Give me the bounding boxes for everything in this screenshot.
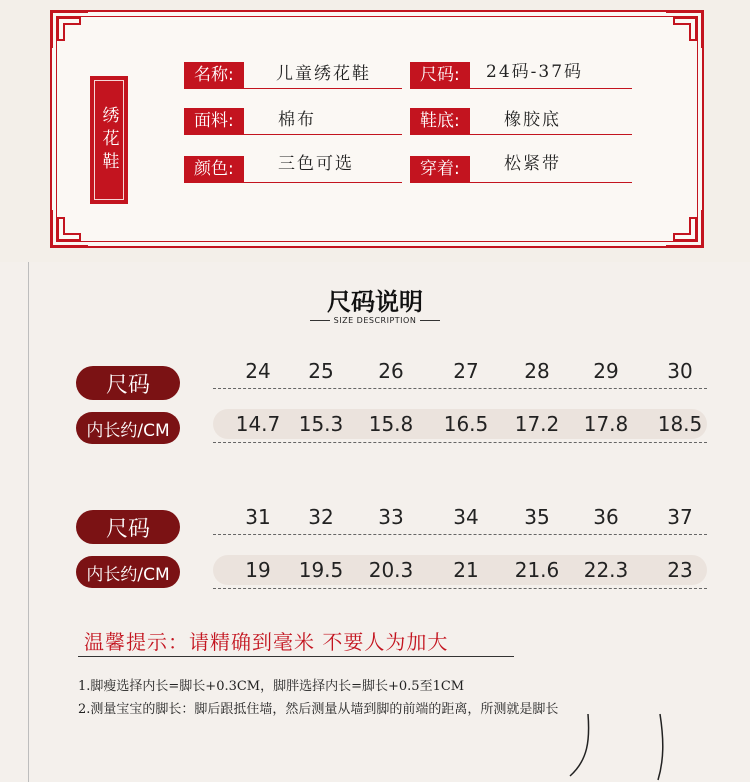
length-label-pill: 内长约/CM bbox=[76, 412, 180, 444]
size-cell: 29 bbox=[593, 359, 619, 383]
length-cell: 20.3 bbox=[368, 558, 414, 582]
size-cell: 31 bbox=[245, 505, 271, 529]
length-cell: 19.5 bbox=[298, 558, 344, 582]
size-cell: 36 bbox=[593, 505, 619, 529]
size-cell: 25 bbox=[308, 359, 334, 383]
length-cell: 22.3 bbox=[583, 558, 629, 582]
corner-ornament-icon bbox=[50, 10, 90, 50]
divider bbox=[184, 134, 402, 135]
size-cell: 34 bbox=[453, 505, 479, 529]
divider bbox=[213, 588, 707, 589]
length-cell: 17.8 bbox=[583, 412, 629, 436]
size-cell: 27 bbox=[453, 359, 479, 383]
length-row bbox=[215, 409, 707, 439]
vertical-title-text: 绣花鞋 bbox=[94, 80, 124, 200]
spec-value-fabric: 棉布 bbox=[278, 110, 316, 130]
length-label-pill: 内长约/CM bbox=[76, 556, 180, 588]
size-cell: 24 bbox=[245, 359, 271, 383]
size-cell: 32 bbox=[308, 505, 334, 529]
length-cell: 21 bbox=[453, 558, 479, 582]
size-cell: 26 bbox=[378, 359, 404, 383]
size-cell: 37 bbox=[667, 505, 693, 529]
size-row bbox=[215, 502, 707, 532]
divider bbox=[184, 182, 402, 183]
decorative-frame bbox=[50, 10, 704, 248]
divider bbox=[410, 134, 632, 135]
size-section-subtitle-text: SIZE DESCRIPTION bbox=[333, 316, 417, 325]
corner-ornament-icon bbox=[50, 208, 90, 248]
spec-value-size: 24码-37码 bbox=[486, 62, 584, 82]
corner-ornament-icon bbox=[664, 10, 704, 50]
corner-ornament-icon bbox=[664, 208, 704, 248]
length-cell: 14.7 bbox=[235, 412, 281, 436]
product-spec-card bbox=[0, 0, 750, 262]
spec-label-sole: 鞋底: bbox=[410, 108, 470, 134]
tips-title: 温馨提示：请精确到毫米 不要人为加大 bbox=[84, 630, 449, 654]
size-row bbox=[215, 356, 707, 386]
divider bbox=[310, 320, 330, 321]
spec-value-name: 儿童绣花鞋 bbox=[276, 64, 371, 84]
divider bbox=[213, 534, 707, 535]
divider bbox=[28, 262, 29, 782]
divider bbox=[78, 656, 514, 657]
divider bbox=[420, 320, 440, 321]
divider bbox=[410, 88, 632, 89]
size-cell: 30 bbox=[667, 359, 693, 383]
divider bbox=[213, 442, 707, 443]
length-row bbox=[215, 555, 707, 585]
spec-value-sole: 橡胶底 bbox=[504, 110, 561, 130]
spec-value-wear: 松紧带 bbox=[504, 154, 561, 174]
spec-label-color: 颜色: bbox=[184, 156, 244, 182]
foot-outline-icon bbox=[540, 710, 680, 782]
size-section-title: 尺码说明 bbox=[327, 288, 423, 316]
length-cell: 21.6 bbox=[514, 558, 560, 582]
size-section-subtitle bbox=[0, 316, 750, 325]
size-label-pill: 尺码 bbox=[76, 510, 180, 544]
spec-value-color: 三色可选 bbox=[278, 154, 354, 174]
divider bbox=[184, 88, 402, 89]
vertical-title-badge bbox=[90, 76, 128, 204]
length-cell: 16.5 bbox=[443, 412, 489, 436]
divider bbox=[410, 182, 632, 183]
spec-label-wear: 穿着: bbox=[410, 156, 470, 182]
length-cell: 15.8 bbox=[368, 412, 414, 436]
spec-label-fabric: 面料: bbox=[184, 108, 244, 134]
size-cell: 35 bbox=[524, 505, 550, 529]
spec-label-size: 尺码: bbox=[410, 62, 470, 88]
length-cell: 17.2 bbox=[514, 412, 560, 436]
size-cell: 28 bbox=[524, 359, 550, 383]
tip-line: 1.脚瘦选择内长=脚长+0.3CM，脚胖选择内长=脚长+0.5至1CM bbox=[78, 679, 465, 694]
size-label-pill: 尺码 bbox=[76, 366, 180, 400]
length-cell: 18.5 bbox=[657, 412, 703, 436]
divider bbox=[213, 388, 707, 389]
length-cell: 15.3 bbox=[298, 412, 344, 436]
size-cell: 33 bbox=[378, 505, 404, 529]
tip-line: 2.测量宝宝的脚长：脚后跟抵住墙，然后测量从墙到脚的前端的距离，所测就是脚长 bbox=[78, 702, 559, 717]
length-cell: 23 bbox=[667, 558, 693, 582]
spec-label-name: 名称: bbox=[184, 62, 244, 88]
length-cell: 19 bbox=[245, 558, 271, 582]
